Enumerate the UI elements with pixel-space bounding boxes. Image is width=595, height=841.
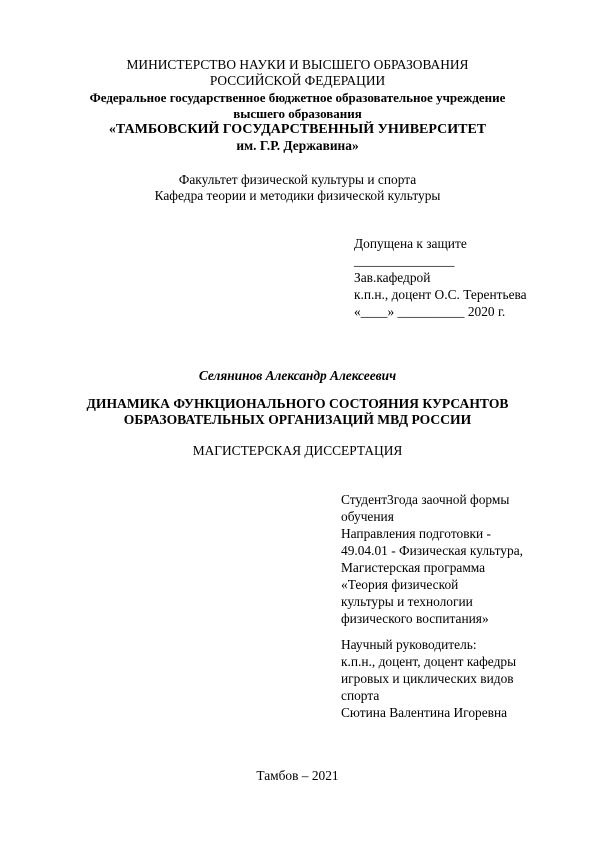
thesis-title-line-2: ОБРАЗОВАТЕЛЬНЫХ ОРГАНИЗАЦИЙ МВД РОССИИ xyxy=(123,412,472,427)
student-info-line: «Теория физической xyxy=(341,577,459,592)
student-info-line: Магистерская программа xyxy=(341,560,486,575)
student-info-line: культуры и технологии xyxy=(341,594,473,609)
university-line-1: «ТАМБОВСКИЙ ГОСУДАРСТВЕННЫЙ УНИВЕРСИТЕТ xyxy=(108,122,487,137)
thesis-type: МАГИСТЕРСКАЯ ДИССЕРТАЦИЯ xyxy=(192,443,403,458)
supervisor-line: Научный руководитель: xyxy=(341,637,477,652)
student-info-line: Направления подготовки - xyxy=(341,526,491,541)
student-info-line: Студент3года заочной формы xyxy=(341,492,510,507)
city-year: Тамбов – 2021 xyxy=(256,768,339,783)
student-info-line: 49.04.01 - Физическая культура, xyxy=(341,543,523,558)
department-name: Кафедра теории и методики физической культуры xyxy=(154,188,441,203)
supervisor-line: Сютина Валентина Игоревна xyxy=(341,705,508,720)
supervisor-block xyxy=(341,636,516,721)
author-name: Селянинов Александр Алексеевич xyxy=(198,368,397,383)
ministry-line-2: РОССИЙСКОЙ ФЕДЕРАЦИИ xyxy=(209,73,386,88)
supervisor-line: спорта xyxy=(341,688,380,703)
student-info-block xyxy=(341,491,523,627)
faculty-name: Факультет физической культуры и спорта xyxy=(178,172,417,187)
head-name: к.п.н., доцент О.С. Терентьева xyxy=(354,287,527,302)
admitted-label: Допущена к защите xyxy=(354,236,467,251)
ministry-line-1: МИНИСТЕРСТВО НАУКИ И ВЫСШЕГО ОБРАЗОВАНИЯ xyxy=(126,57,469,72)
thesis-title-line-1: ДИНАМИКА ФУНКЦИОНАЛЬНОГО СОСТОЯНИЯ КУРСАНТОВ xyxy=(86,396,509,411)
student-info-line: физического воспитания» xyxy=(341,611,489,626)
university-line-2: им. Г.Р. Державина» xyxy=(236,138,359,153)
institution-line-2: высшего образования xyxy=(233,106,362,121)
approval-block xyxy=(354,235,527,320)
supervisor-line: игровых и циклических видов xyxy=(341,671,514,686)
signature-line: _______________ xyxy=(354,253,455,268)
supervisor-line: к.п.н., доцент, доцент кафедры xyxy=(341,654,517,669)
approval-date: «____» __________ 2020 г. xyxy=(354,304,506,319)
student-info-line: обучения xyxy=(341,509,394,524)
institution-line-1: Федеральное государственное бюджетное образовательное учреждение xyxy=(89,90,506,105)
head-of-department-label: Зав.кафедрой xyxy=(354,270,431,285)
